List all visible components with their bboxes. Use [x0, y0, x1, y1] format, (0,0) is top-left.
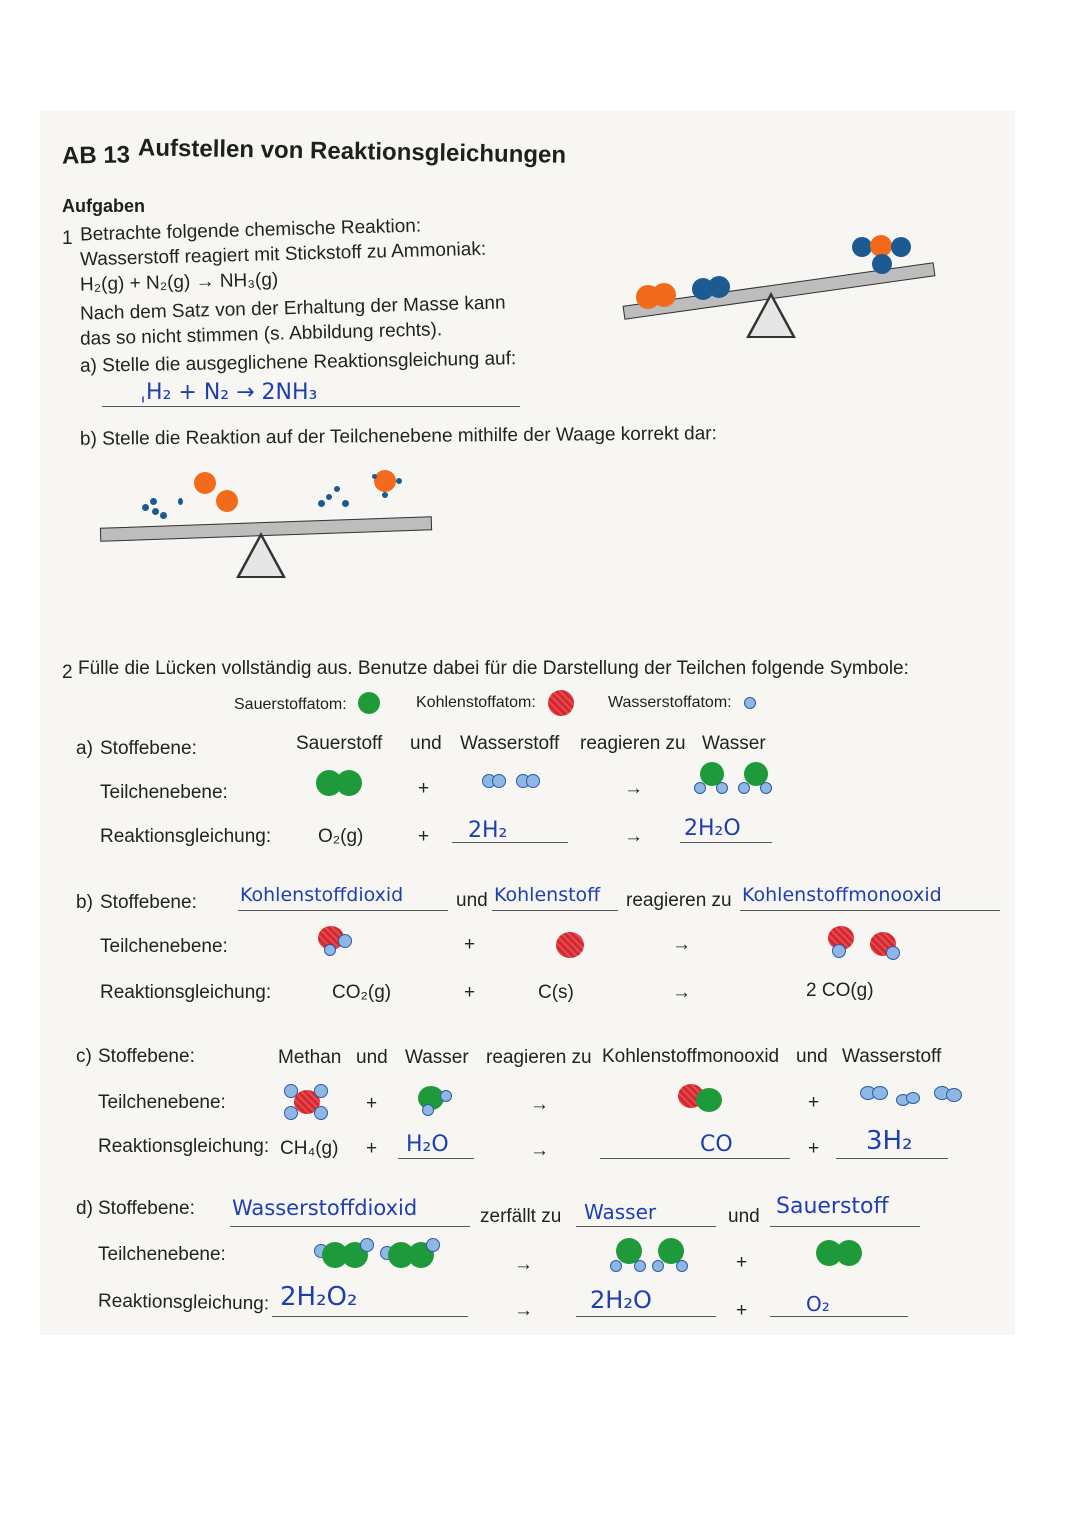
task2c-s3: Kohlenstoffmonooxid	[602, 1046, 780, 1067]
h-atom	[318, 500, 325, 507]
task2b-letter: b)	[76, 892, 93, 913]
task2d-zf: zerfällt zu	[480, 1206, 562, 1227]
task2b-g3: 2 CO(g)	[806, 980, 874, 1001]
task2d-teil-label: Teilchenebene:	[98, 1244, 226, 1265]
answer-line	[272, 1316, 468, 1317]
plus: +	[418, 778, 430, 799]
arrow: →	[672, 934, 691, 955]
task2b-stoff-label: Stoffebene:	[100, 892, 197, 913]
task2c-und2: und	[796, 1046, 828, 1067]
legend-hydrogen-label: Wasserstoffatom:	[608, 694, 732, 711]
carbon-atom	[556, 932, 584, 958]
task1-line-2: Wasserstoff reagiert mit Stickstoff zu Ammoniak:	[79, 238, 487, 271]
answer-line	[576, 1226, 716, 1227]
task2c-g1: CH₄(g)	[280, 1138, 339, 1159]
arrow: →	[624, 826, 643, 847]
task1a-answer: ˌH₂ + N₂ → 2NH₃	[140, 380, 318, 405]
h-atom	[852, 237, 872, 257]
task2a-s1: Sauerstoff	[296, 733, 383, 754]
task2c-g4: 3H₂	[866, 1126, 913, 1156]
worksheet-title: Aufstellen von Reaktionsgleichungen	[137, 134, 567, 169]
task2a-und: und	[410, 733, 442, 754]
n-atom	[374, 470, 396, 492]
task2b-s2: Kohlenstoff	[494, 884, 601, 906]
aufgaben-label: Aufgaben	[62, 196, 145, 216]
task2c-und: und	[356, 1047, 388, 1068]
task2b-s1: Kohlenstoffdioxid	[240, 884, 404, 906]
task2d-s2: Wasser	[584, 1200, 657, 1224]
plus: +	[366, 1093, 378, 1114]
task2a-teil-label: Teilchenebene:	[100, 782, 228, 803]
h-atom	[142, 504, 149, 511]
task2d-und: und	[728, 1206, 760, 1227]
task2b-g1: CO₂(g)	[332, 982, 392, 1003]
task2c-s4: Wasserstoff	[842, 1046, 942, 1067]
worksheet-number: AB 13	[61, 141, 131, 170]
task2b-gl-label: Reaktionsgleichung:	[100, 982, 272, 1003]
h-atom	[891, 237, 911, 257]
task2b-rz: reagieren zu	[626, 890, 732, 911]
h-atom	[342, 500, 349, 507]
task2c-s2: Wasser	[405, 1047, 469, 1068]
task2c-teil-label: Teilchenebene:	[98, 1092, 226, 1113]
n-atom	[216, 490, 238, 512]
h-atom	[152, 508, 159, 515]
plus: +	[808, 1092, 820, 1113]
task2-number: 2	[62, 662, 73, 683]
answer-line	[770, 1226, 920, 1227]
task1-line-1: Betrachte folgende chemische Reaktion:	[79, 215, 422, 246]
task2d-g1: 2H₂O₂	[280, 1282, 358, 1312]
scale-fulcrum	[236, 532, 286, 578]
h-atom	[178, 498, 183, 505]
task2c-rz: reagieren zu	[486, 1047, 592, 1068]
h-atom	[326, 494, 332, 500]
task2a-stoff-label: Stoffebene:	[100, 738, 197, 759]
h-atom	[872, 254, 892, 274]
plus: +	[464, 982, 476, 1003]
task2b-und: und	[456, 890, 488, 911]
carbon-atom-icon	[548, 690, 574, 716]
legend-carbon-label: Kohlenstoffatom:	[416, 694, 536, 711]
answer-line	[836, 1158, 948, 1159]
task1-number: 1	[62, 228, 73, 249]
task2c-g2: H₂O	[406, 1132, 449, 1157]
arrow: →	[514, 1254, 533, 1275]
arrow: →	[514, 1300, 533, 1321]
plus: +	[366, 1138, 378, 1159]
task2b-s3: Kohlenstoffmonooxid	[742, 884, 942, 906]
answer-line	[600, 1158, 790, 1159]
h-atom	[160, 512, 167, 519]
answer-line	[770, 1316, 908, 1317]
task2a-s2: Wasserstoff	[460, 733, 560, 754]
task2c-s1: Methan	[278, 1047, 342, 1068]
h-atom	[708, 276, 730, 298]
answer-line	[492, 910, 618, 911]
task2d-letter: d)	[76, 1198, 93, 1219]
legend-oxygen-label: Sauerstoffatom:	[234, 696, 347, 713]
plus: +	[736, 1252, 748, 1273]
arrow: →	[672, 982, 691, 1003]
n-atom	[652, 283, 676, 307]
answer-line	[452, 842, 568, 843]
plus: +	[808, 1138, 820, 1159]
task2c-letter: c)	[76, 1046, 92, 1067]
task1-line-4: Nach dem Satz von der Erhaltung der Masse kann	[79, 292, 506, 325]
task1b-label: b) Stelle die Reaktion auf der Teilchenebene mithilfe der Waage korrekt dar:	[79, 423, 717, 450]
task2a-s3: Wasser	[702, 733, 766, 754]
task1-equation: H₂(g) + N₂(g) → NH₃(g)	[79, 269, 279, 296]
answer-line	[398, 1158, 474, 1159]
task2d-s3: Sauerstoff	[776, 1194, 889, 1219]
task2-instruction: Fülle die Lücken vollständig aus. Benutze dabei für die Darstellung der Teilchen folgende Symbole:	[78, 658, 909, 679]
oxygen-atom-icon	[358, 692, 380, 714]
task2c-g3: CO	[700, 1132, 733, 1157]
hydrogen-atom-icon	[744, 697, 756, 709]
task2d-stoff-label: Stoffebene:	[98, 1198, 195, 1219]
plus: +	[418, 826, 430, 847]
h-atom	[396, 478, 402, 484]
arrow: →	[530, 1140, 549, 1161]
answer-line	[576, 1316, 716, 1317]
answer-line	[680, 842, 772, 843]
task2d-g2: 2H₂O	[590, 1286, 652, 1314]
plus: +	[464, 934, 476, 955]
answer-line	[238, 910, 448, 911]
plus: +	[736, 1300, 748, 1321]
task2a-g3: 2H₂O	[684, 816, 741, 841]
task2d-g3: O₂	[806, 1292, 830, 1316]
arrow: →	[624, 778, 643, 799]
task2b-teil-label: Teilchenebene:	[100, 936, 228, 957]
task2a-rz: reagieren zu	[580, 733, 686, 754]
h-atom	[372, 474, 377, 479]
task2c-gl-label: Reaktionsgleichung:	[98, 1136, 270, 1157]
arrow: →	[530, 1094, 549, 1115]
answer-line	[740, 910, 1000, 911]
task2a-letter: a)	[76, 738, 93, 759]
h-atom	[150, 498, 157, 505]
task2a-g1: O₂(g)	[318, 826, 364, 847]
answer-line	[230, 1226, 470, 1227]
task1a-label: a) Stelle die ausgeglichene Reaktionsgleichung auf:	[79, 348, 517, 377]
task2d-s1: Wasserstoffdioxid	[232, 1196, 418, 1220]
task1-line-5: das so nicht stimmen (s. Abbildung rechts).	[79, 319, 443, 350]
task2a-gl-label: Reaktionsgleichung:	[100, 826, 272, 847]
scale-fulcrum	[746, 292, 796, 338]
n-atom	[194, 472, 216, 494]
task2c-stoff-label: Stoffebene:	[98, 1046, 195, 1067]
task2d-gl-label: Reaktionsgleichung:	[97, 1290, 270, 1315]
task1a-answer-line	[102, 406, 520, 407]
task2b-g2: C(s)	[538, 982, 574, 1003]
h-atom	[334, 486, 340, 492]
task2a-g2: 2H₂	[468, 818, 508, 843]
h-atom	[382, 492, 388, 498]
